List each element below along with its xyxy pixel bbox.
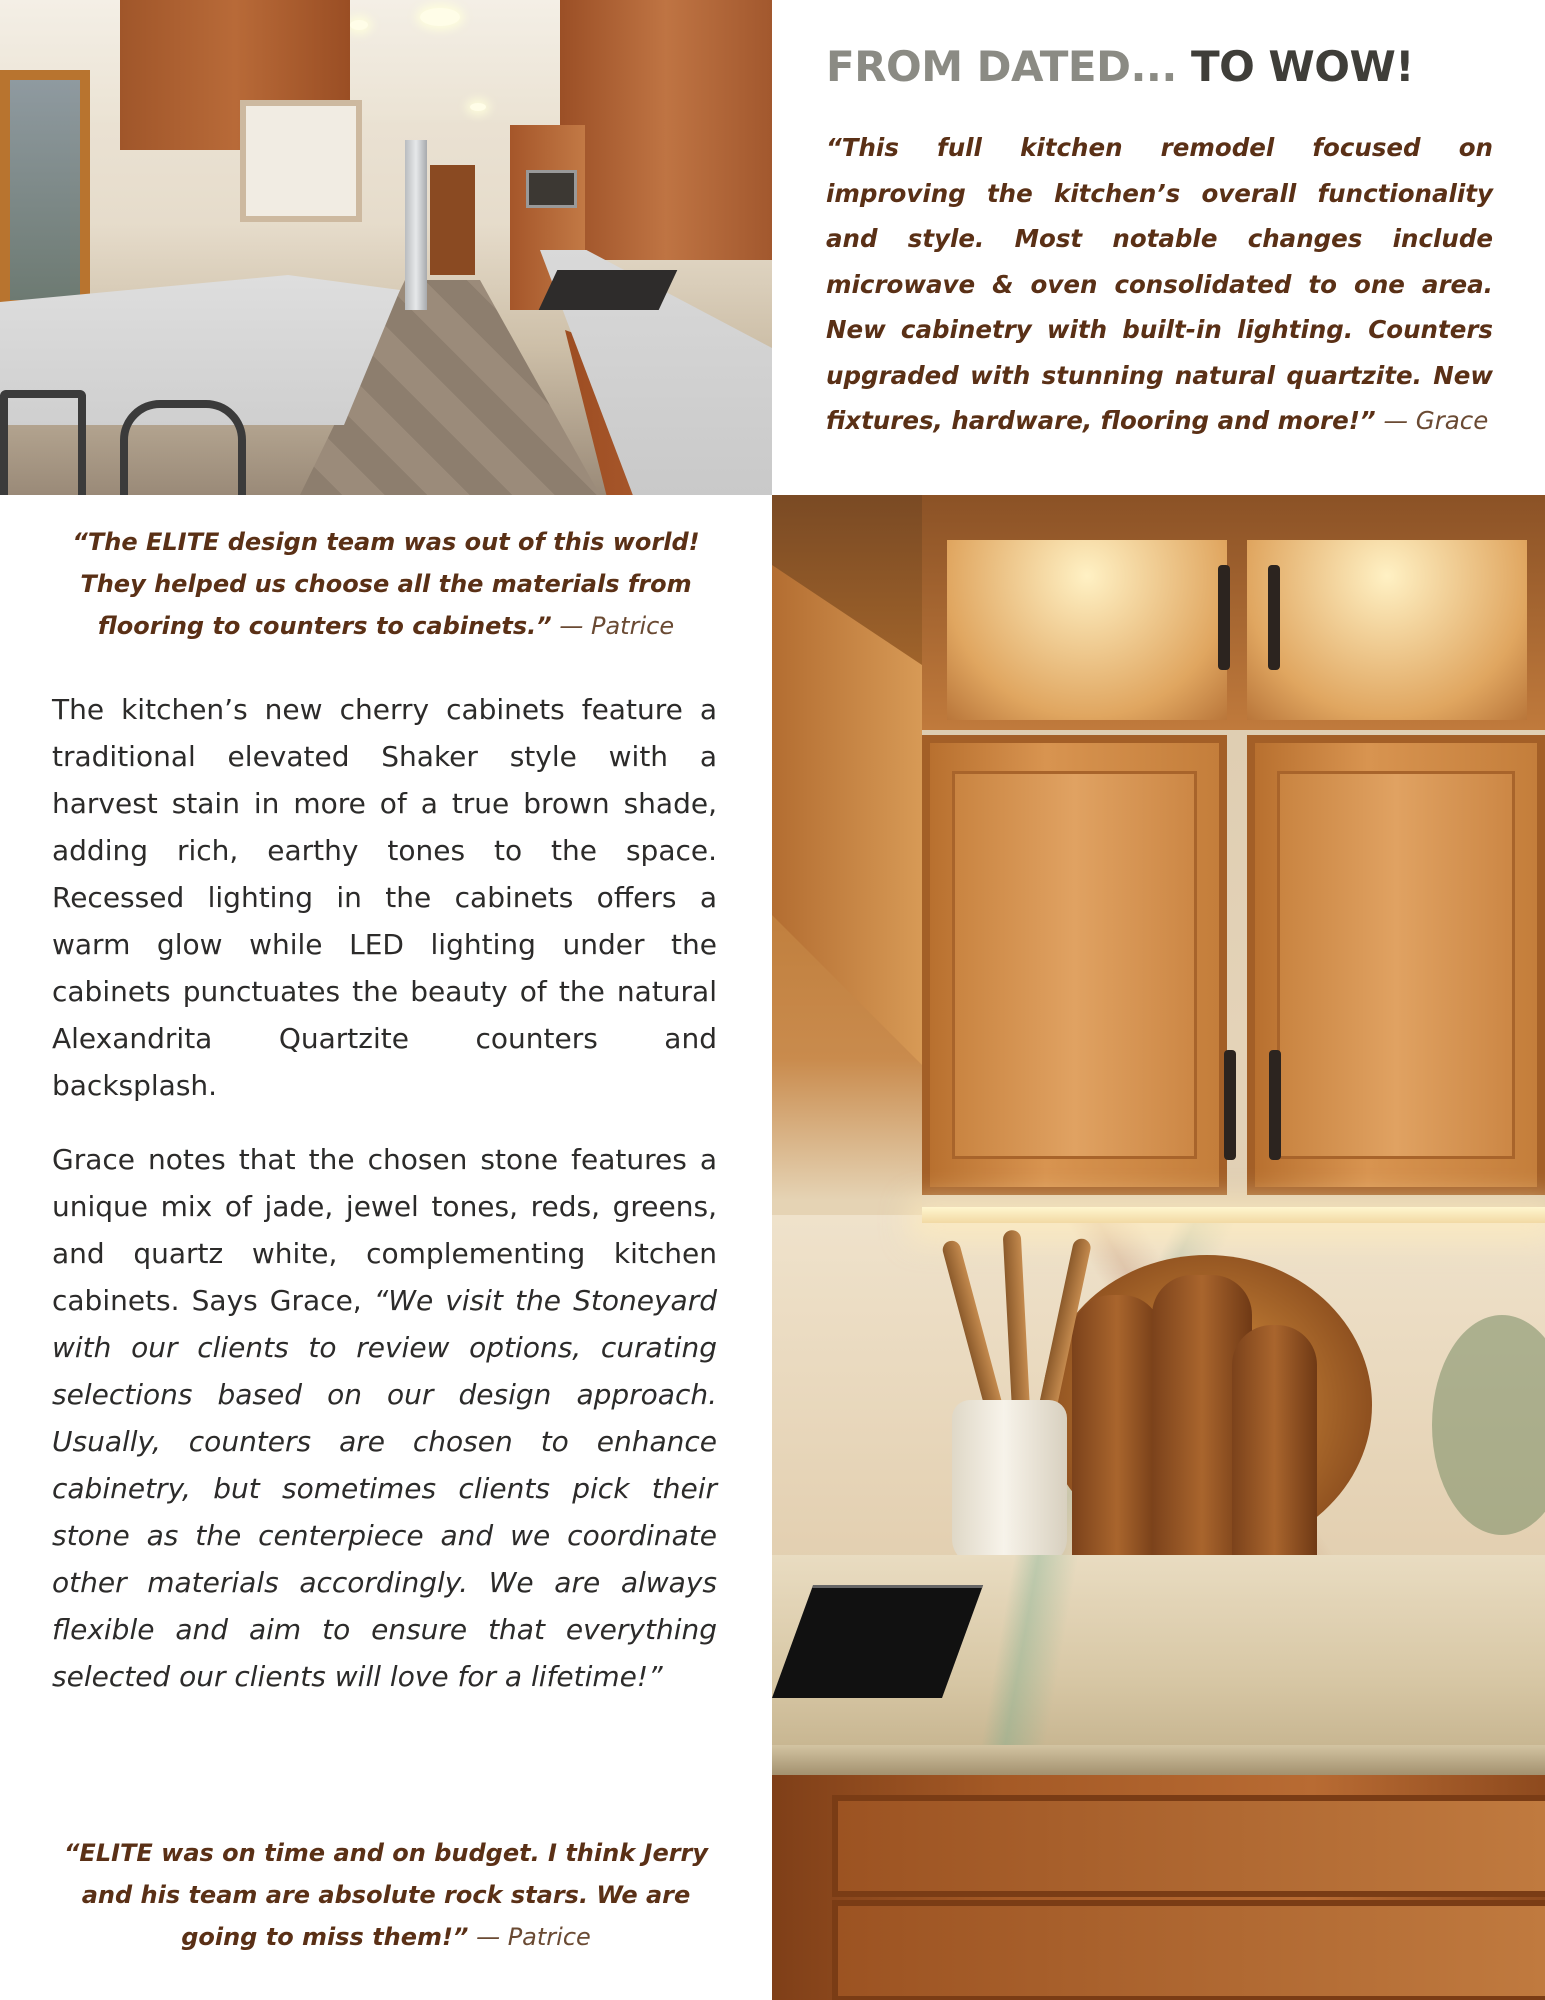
lit-glass-cabinet — [1247, 540, 1527, 720]
cabinet-handle — [1218, 565, 1230, 670]
intro-quote — [826, 125, 1493, 444]
window — [0, 70, 90, 310]
cabinet-handle — [1269, 1050, 1281, 1160]
body-paragraph-1: The kitchen’s new cherry cabinets feature a traditional elevated Shaker style with a harvest stain in more of a true brown shade, adding rich, earthy tones to the space. Recessed lighting in the cabinets offers a warm glow while LED lighting under the cabinets punctuates the beauty of the natural Alexandrita Quartzite counters and backsplash. — [52, 693, 717, 1102]
cabinet-door — [922, 735, 1227, 1195]
bar-stool — [120, 400, 246, 495]
drawer — [832, 1795, 1545, 1897]
bar-stool — [0, 390, 86, 495]
countertop-edge — [772, 1745, 1545, 1775]
pull-quote-bottom-text: “ELITE was on time and on budget. I think Jerry and his team are absolute rock stars. We are going to miss them!” — [63, 1839, 709, 1951]
intro-quote-attribution: — Grace — [1375, 406, 1489, 435]
headline — [826, 42, 1506, 91]
microwave — [526, 170, 577, 208]
cabinet-door — [1247, 735, 1545, 1195]
drawer — [832, 1900, 1545, 2000]
cabinet-handle — [1268, 565, 1280, 670]
doorway — [430, 165, 475, 275]
window — [240, 100, 362, 222]
pull-quote-top-text: “The ELITE design team was out of this world! They helped us choose all the materials from flooring to counters to cabinets.” — [72, 528, 700, 640]
utensil-crock — [952, 1400, 1067, 1565]
cabinet-handle — [1224, 1050, 1236, 1160]
pull-quote-bottom-attribution: — Patrice — [468, 1923, 591, 1951]
refrigerator — [405, 140, 427, 310]
under-cabinet-led — [922, 1207, 1545, 1223]
gas-range — [539, 270, 678, 310]
before-kitchen-photo — [0, 0, 772, 495]
ceiling-light — [470, 103, 486, 111]
base-cabinets — [772, 1775, 1545, 2000]
headline-part1: FROM DATED... — [826, 42, 1177, 91]
upper-cabinets-right — [560, 0, 772, 260]
intro-quote-text: “This full kitchen remodel focused on improving the kitchen’s overall functionality and style. Most notable changes include microwave & oven consolidated to one area. New cabinetry with built-in lighting. Counters upgraded with stunning natural quartzite. New fixtures, hardware, flooring and more!” — [826, 133, 1493, 435]
body-paragraph-2 — [52, 1136, 717, 1700]
headline-part2: TO WOW! — [1190, 42, 1414, 91]
after-kitchen-photo — [772, 495, 1545, 2000]
lit-glass-cabinet — [947, 540, 1227, 720]
pull-quote-top — [52, 521, 720, 647]
pull-quote-bottom — [52, 1832, 720, 1958]
ceiling-light — [350, 20, 368, 30]
body-paragraph-2-lead: Grace notes that the chosen stone features a unique mix of jade, jewel tones, reds, greens, and quartz white, complementing kitchen cabinets. Says Grace, — [52, 1143, 717, 1317]
body-paragraph-2-quote: “We visit the Stoneyard with our clients to review options, curating selections based on our design approach. Usually, counters are chosen to enhance cabinetry, but sometimes clients pick their stone as the centerpiece and we coordinate other materials accordingly. We are always flexible and aim to ensure that everything selected our clients will love for a lifetime!” — [52, 1284, 717, 1693]
ceiling-light — [420, 8, 460, 26]
pull-quote-top-attribution: — Patrice — [551, 612, 675, 640]
